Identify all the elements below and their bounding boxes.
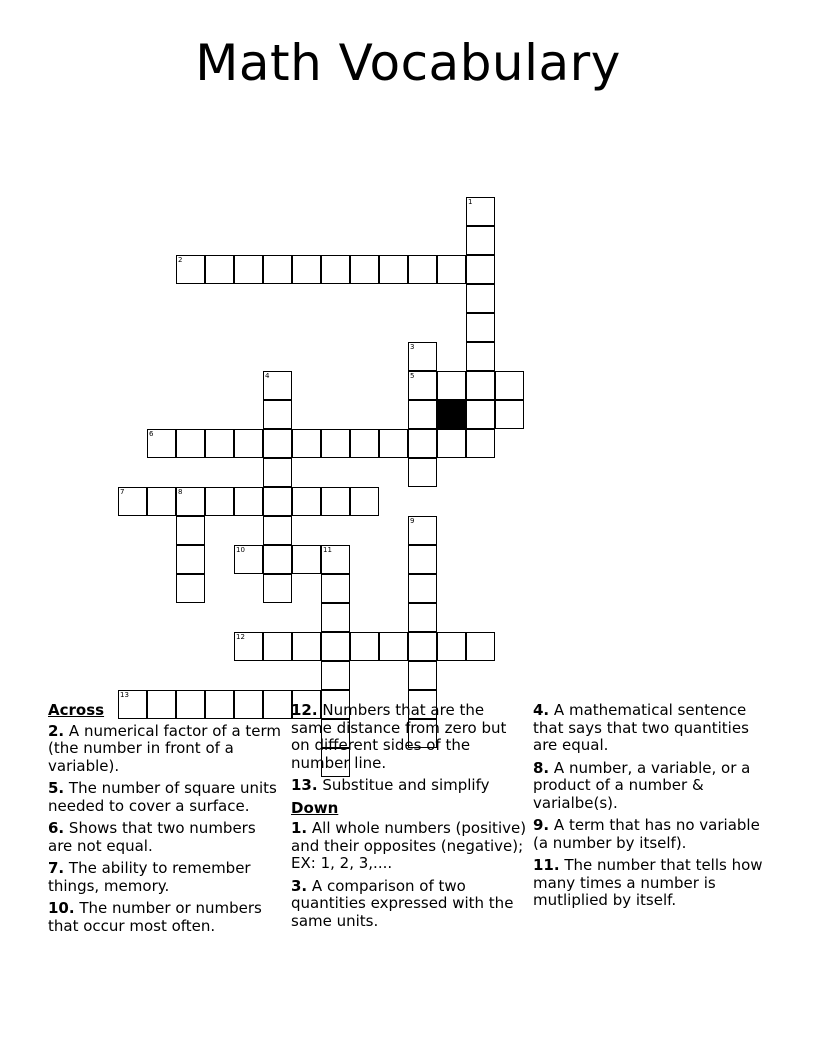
clue-number: 3	[410, 343, 415, 351]
clue-number: 12	[236, 633, 245, 641]
grid-cell[interactable]	[408, 574, 437, 603]
grid-cell[interactable]	[234, 487, 263, 516]
grid-cell[interactable]	[234, 429, 263, 458]
grid-cell[interactable]	[466, 371, 495, 400]
grid-cell[interactable]	[466, 226, 495, 255]
across-clue-7: 7. The ability to remember things, memory.	[48, 859, 251, 895]
grid-cell[interactable]	[321, 574, 350, 603]
across-clue-13: 13. Substitue and simplify	[291, 776, 490, 794]
grid-cell-4[interactable]	[263, 371, 292, 400]
grid-cell[interactable]	[408, 400, 437, 429]
grid-cell-1[interactable]	[466, 197, 495, 226]
grid-cell[interactable]	[292, 545, 321, 574]
clue-number: 7	[120, 488, 125, 496]
grid-cell-11[interactable]	[321, 545, 350, 574]
clue-column-2	[291, 702, 527, 935]
grid-cell-9[interactable]	[408, 516, 437, 545]
grid-cell[interactable]	[176, 545, 205, 574]
grid-cell[interactable]	[350, 255, 379, 284]
grid-cell[interactable]	[466, 400, 495, 429]
grid-cell[interactable]	[205, 429, 234, 458]
grid-cell-12[interactable]	[234, 632, 263, 661]
grid-cell-10[interactable]	[234, 545, 263, 574]
grid-cell[interactable]	[205, 255, 234, 284]
grid-cell-3[interactable]	[408, 342, 437, 371]
grid-cell[interactable]	[437, 371, 466, 400]
clue-number: 2	[178, 256, 183, 264]
clue-number: 9	[410, 517, 415, 525]
grid-cell[interactable]	[292, 429, 321, 458]
grid-cell[interactable]	[408, 458, 437, 487]
grid-cell[interactable]	[321, 603, 350, 632]
grid-cell[interactable]	[292, 255, 321, 284]
grid-cell[interactable]	[176, 574, 205, 603]
grid-cell[interactable]	[495, 400, 524, 429]
grid-cell[interactable]	[321, 632, 350, 661]
grid-cell[interactable]	[408, 603, 437, 632]
grid-cell[interactable]	[321, 487, 350, 516]
grid-cell[interactable]	[263, 487, 292, 516]
grid-cell[interactable]	[379, 632, 408, 661]
clue-number: 11	[323, 546, 332, 554]
down-clue-9: 9. A term that has no variable (a number by itself).	[533, 816, 760, 852]
grid-cell[interactable]	[437, 255, 466, 284]
grid-cell[interactable]	[292, 487, 321, 516]
grid-cell[interactable]	[379, 429, 408, 458]
grid-cell[interactable]	[321, 255, 350, 284]
clue-number: 4	[265, 372, 270, 380]
clue-number: 5	[410, 372, 415, 380]
grid-cell[interactable]	[205, 487, 234, 516]
across-clue-5: 5. The number of square units needed to cover a surface.	[48, 779, 277, 815]
clue-number: 6	[149, 430, 154, 438]
grid-cell-7[interactable]	[118, 487, 147, 516]
grid-cell[interactable]	[176, 429, 205, 458]
clue-number: 10	[236, 546, 245, 554]
grid-cell[interactable]	[234, 255, 263, 284]
grid-cell[interactable]	[263, 458, 292, 487]
grid-cell[interactable]	[263, 400, 292, 429]
grid-cell[interactable]	[408, 545, 437, 574]
across-clue-6: 6. Shows that two numbers are not equal.	[48, 819, 256, 855]
grid-cell-2[interactable]	[176, 255, 205, 284]
clue-number: 1	[468, 198, 473, 206]
grid-cell[interactable]	[350, 632, 379, 661]
grid-cell[interactable]	[263, 545, 292, 574]
grid-cell[interactable]	[379, 255, 408, 284]
grid-cell[interactable]	[495, 371, 524, 400]
grid-cell[interactable]	[263, 429, 292, 458]
across-clue-10: 10. The number or numbers that occur most often.	[48, 899, 262, 935]
down-clue-1: 1. All whole numbers (positive) and their opposites (negative); EX: 1, 2, 3,....	[291, 819, 527, 872]
across-clue-12: 12. Numbers that are the same distance from zero but on different sides of the number line.	[291, 701, 507, 772]
grid-cell[interactable]	[263, 632, 292, 661]
grid-cell[interactable]	[263, 516, 292, 545]
grid-cell[interactable]	[321, 429, 350, 458]
grid-cell[interactable]	[408, 632, 437, 661]
grid-cell[interactable]	[466, 313, 495, 342]
clue-column-1	[48, 702, 284, 940]
grid-cell[interactable]	[466, 342, 495, 371]
down-clue-11: 11. The number that tells how many times a number is mutliplied by itself.	[533, 856, 763, 909]
grid-cell[interactable]	[176, 516, 205, 545]
grid-cell[interactable]	[350, 429, 379, 458]
grid-cell[interactable]	[466, 429, 495, 458]
grid-cell[interactable]	[437, 429, 466, 458]
grid-cell[interactable]	[321, 661, 350, 690]
across-heading: Across	[48, 701, 105, 719]
down-clue-3: 3. A comparison of two quantities expressed with the same units.	[291, 876, 514, 930]
black-cell	[437, 400, 466, 429]
grid-cell-8[interactable]	[176, 487, 205, 516]
grid-cell[interactable]	[466, 284, 495, 313]
grid-cell[interactable]	[408, 255, 437, 284]
grid-cell[interactable]	[350, 487, 379, 516]
grid-cell[interactable]	[466, 632, 495, 661]
grid-cell[interactable]	[263, 574, 292, 603]
down-heading: Down	[291, 798, 339, 817]
clue-number: 8	[178, 488, 183, 496]
grid-cell[interactable]	[437, 632, 466, 661]
clue-number: 13	[120, 691, 129, 699]
across-clue-2: 2. A numerical factor of a term (the number in front of a variable).	[48, 721, 282, 775]
down-clue-8: 8. A number, a variable, or a product of a number & varialbe(s).	[533, 758, 751, 812]
grid-cell[interactable]	[292, 632, 321, 661]
grid-cell-6[interactable]	[147, 429, 176, 458]
grid-cell[interactable]	[408, 429, 437, 458]
down-clue-4: 4. A mathematical sentence that says that two quantities are equal.	[533, 701, 749, 754]
grid-cell[interactable]	[263, 255, 292, 284]
clue-column-3	[533, 702, 769, 915]
grid-cell[interactable]	[408, 661, 437, 690]
puzzle-title: Math Vocabulary	[195, 34, 621, 92]
grid-cell[interactable]	[466, 255, 495, 284]
grid-cell-5[interactable]	[408, 371, 437, 400]
grid-cell[interactable]	[147, 487, 176, 516]
